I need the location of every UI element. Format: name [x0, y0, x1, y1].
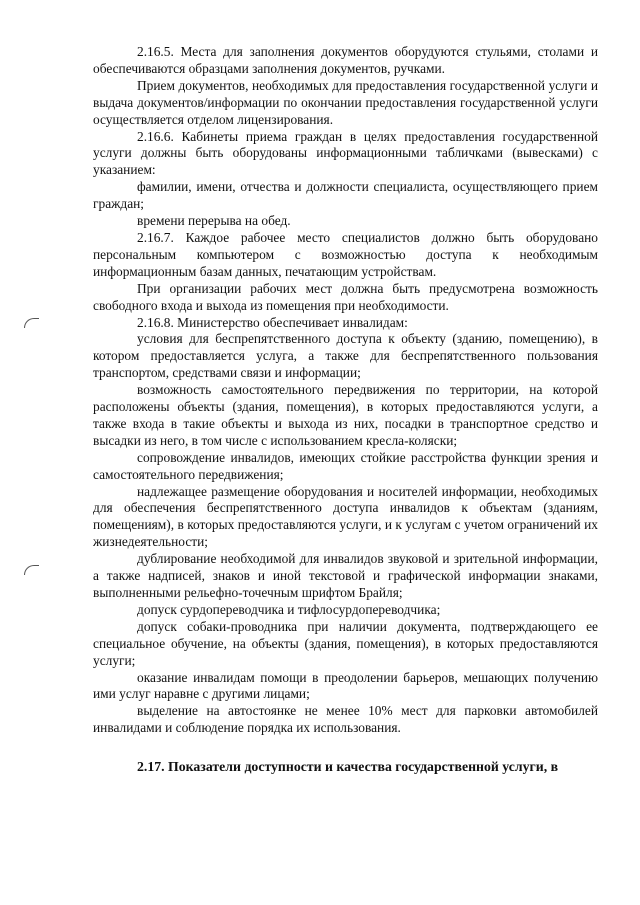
paragraph-2-16-6: 2.16.6. Кабинеты приема граждан в целях предоставления государственной услуги должны быть оборудованы информационными табличками (вывесками) с указанием:	[93, 128, 598, 178]
section-heading-2-17: 2.17. Показатели доступности и качества государственной услуги, в	[137, 759, 559, 775]
paragraph-access-conditions: условия для беспрепятственного доступа к объекту (зданию, помещению), в котором предоставляется услуга, а также для беспрепятственного пользования транспортом, средствами связи и информации;	[93, 331, 598, 381]
paragraph-sign-interpreter: допуск сурдопереводчика и тифлосурдопереводчика;	[137, 601, 441, 617]
paragraph-equipment-placement: надлежащее размещение оборудования и носителей информации, необходимых для обеспечения беспрепятственного доступа инвалидов к объектам (зданиям, помещениям), в которых предоставляются услуги, и к услугам с учетом ограничений их жизнедеятельности;	[93, 483, 598, 550]
paragraph-independent-movement: возможность самостоятельного передвижения по территории, на которой расположены объекты (здания, помещения), в которых предоставляются услуги, а также входа в такие объекты и выхода из них, посадки в транспортное средство и высадки из него, в том числе с использованием кресла-коляски;	[93, 382, 598, 448]
paragraph-assistance: оказание инвалидам помощи в преодолении барьеров, мешающих получению ими услуг наравне с другими лицами;	[93, 669, 598, 702]
paragraph-2-16-8: 2.16.8. Министерство обеспечивает инвалидам:	[137, 314, 408, 330]
paragraph-2-16-7: 2.16.7. Каждое рабочее место специалистов должно быть оборудовано персональным компьютером с возможностью доступа к необходимым информационным базам данных, печатающим устройствам.	[93, 229, 598, 279]
binding-mark-top	[24, 318, 39, 328]
paragraph-workplace-access: При организации рабочих мест должна быть предусмотрена возможность свободного входа и выхода из помещения при необходимости.	[93, 280, 598, 313]
paragraph-specialist-info: фамилии, имени, отчества и должности специалиста, осуществляющего прием граждан;	[93, 179, 598, 212]
paragraph-guide-dog: допуск собаки-проводника при наличии документа, подтверждающего ее специальное обучение, на объекты (здания, помещения), в которых предоставляются услуги;	[93, 618, 598, 668]
paragraph-escort: сопровождение инвалидов, имеющих стойкие расстройства функции зрения и самостоятельного передвижения;	[93, 449, 598, 482]
binding-mark-bottom	[24, 565, 39, 575]
paragraph-parking: выделение на автостоянке не менее 10% мест для парковки автомобилей инвалидами и соблюдение порядка их использования.	[93, 703, 598, 736]
paragraph-lunch-break: времени перерыва на обед.	[137, 213, 291, 229]
paragraph-document-reception: Прием документов, необходимых для предоставления государственной услуги и выдача документов/информации по окончании предоставления государственной услуги осуществляется отделом лицензирования.	[93, 77, 598, 127]
document-body	[93, 44, 598, 776]
paragraph-2-16-5: 2.16.5. Места для заполнения документов оборудуются стульями, столами и обеспечиваются образцами заполнения документов, ручками.	[93, 44, 598, 76]
paragraph-braille-duplication: дублирование необходимой для инвалидов звуковой и зрительной информации, а также надписей, знаков и иной текстовой и графической информации знаками, выполненными рельефно-точечным шрифтом Брайля;	[93, 551, 598, 600]
